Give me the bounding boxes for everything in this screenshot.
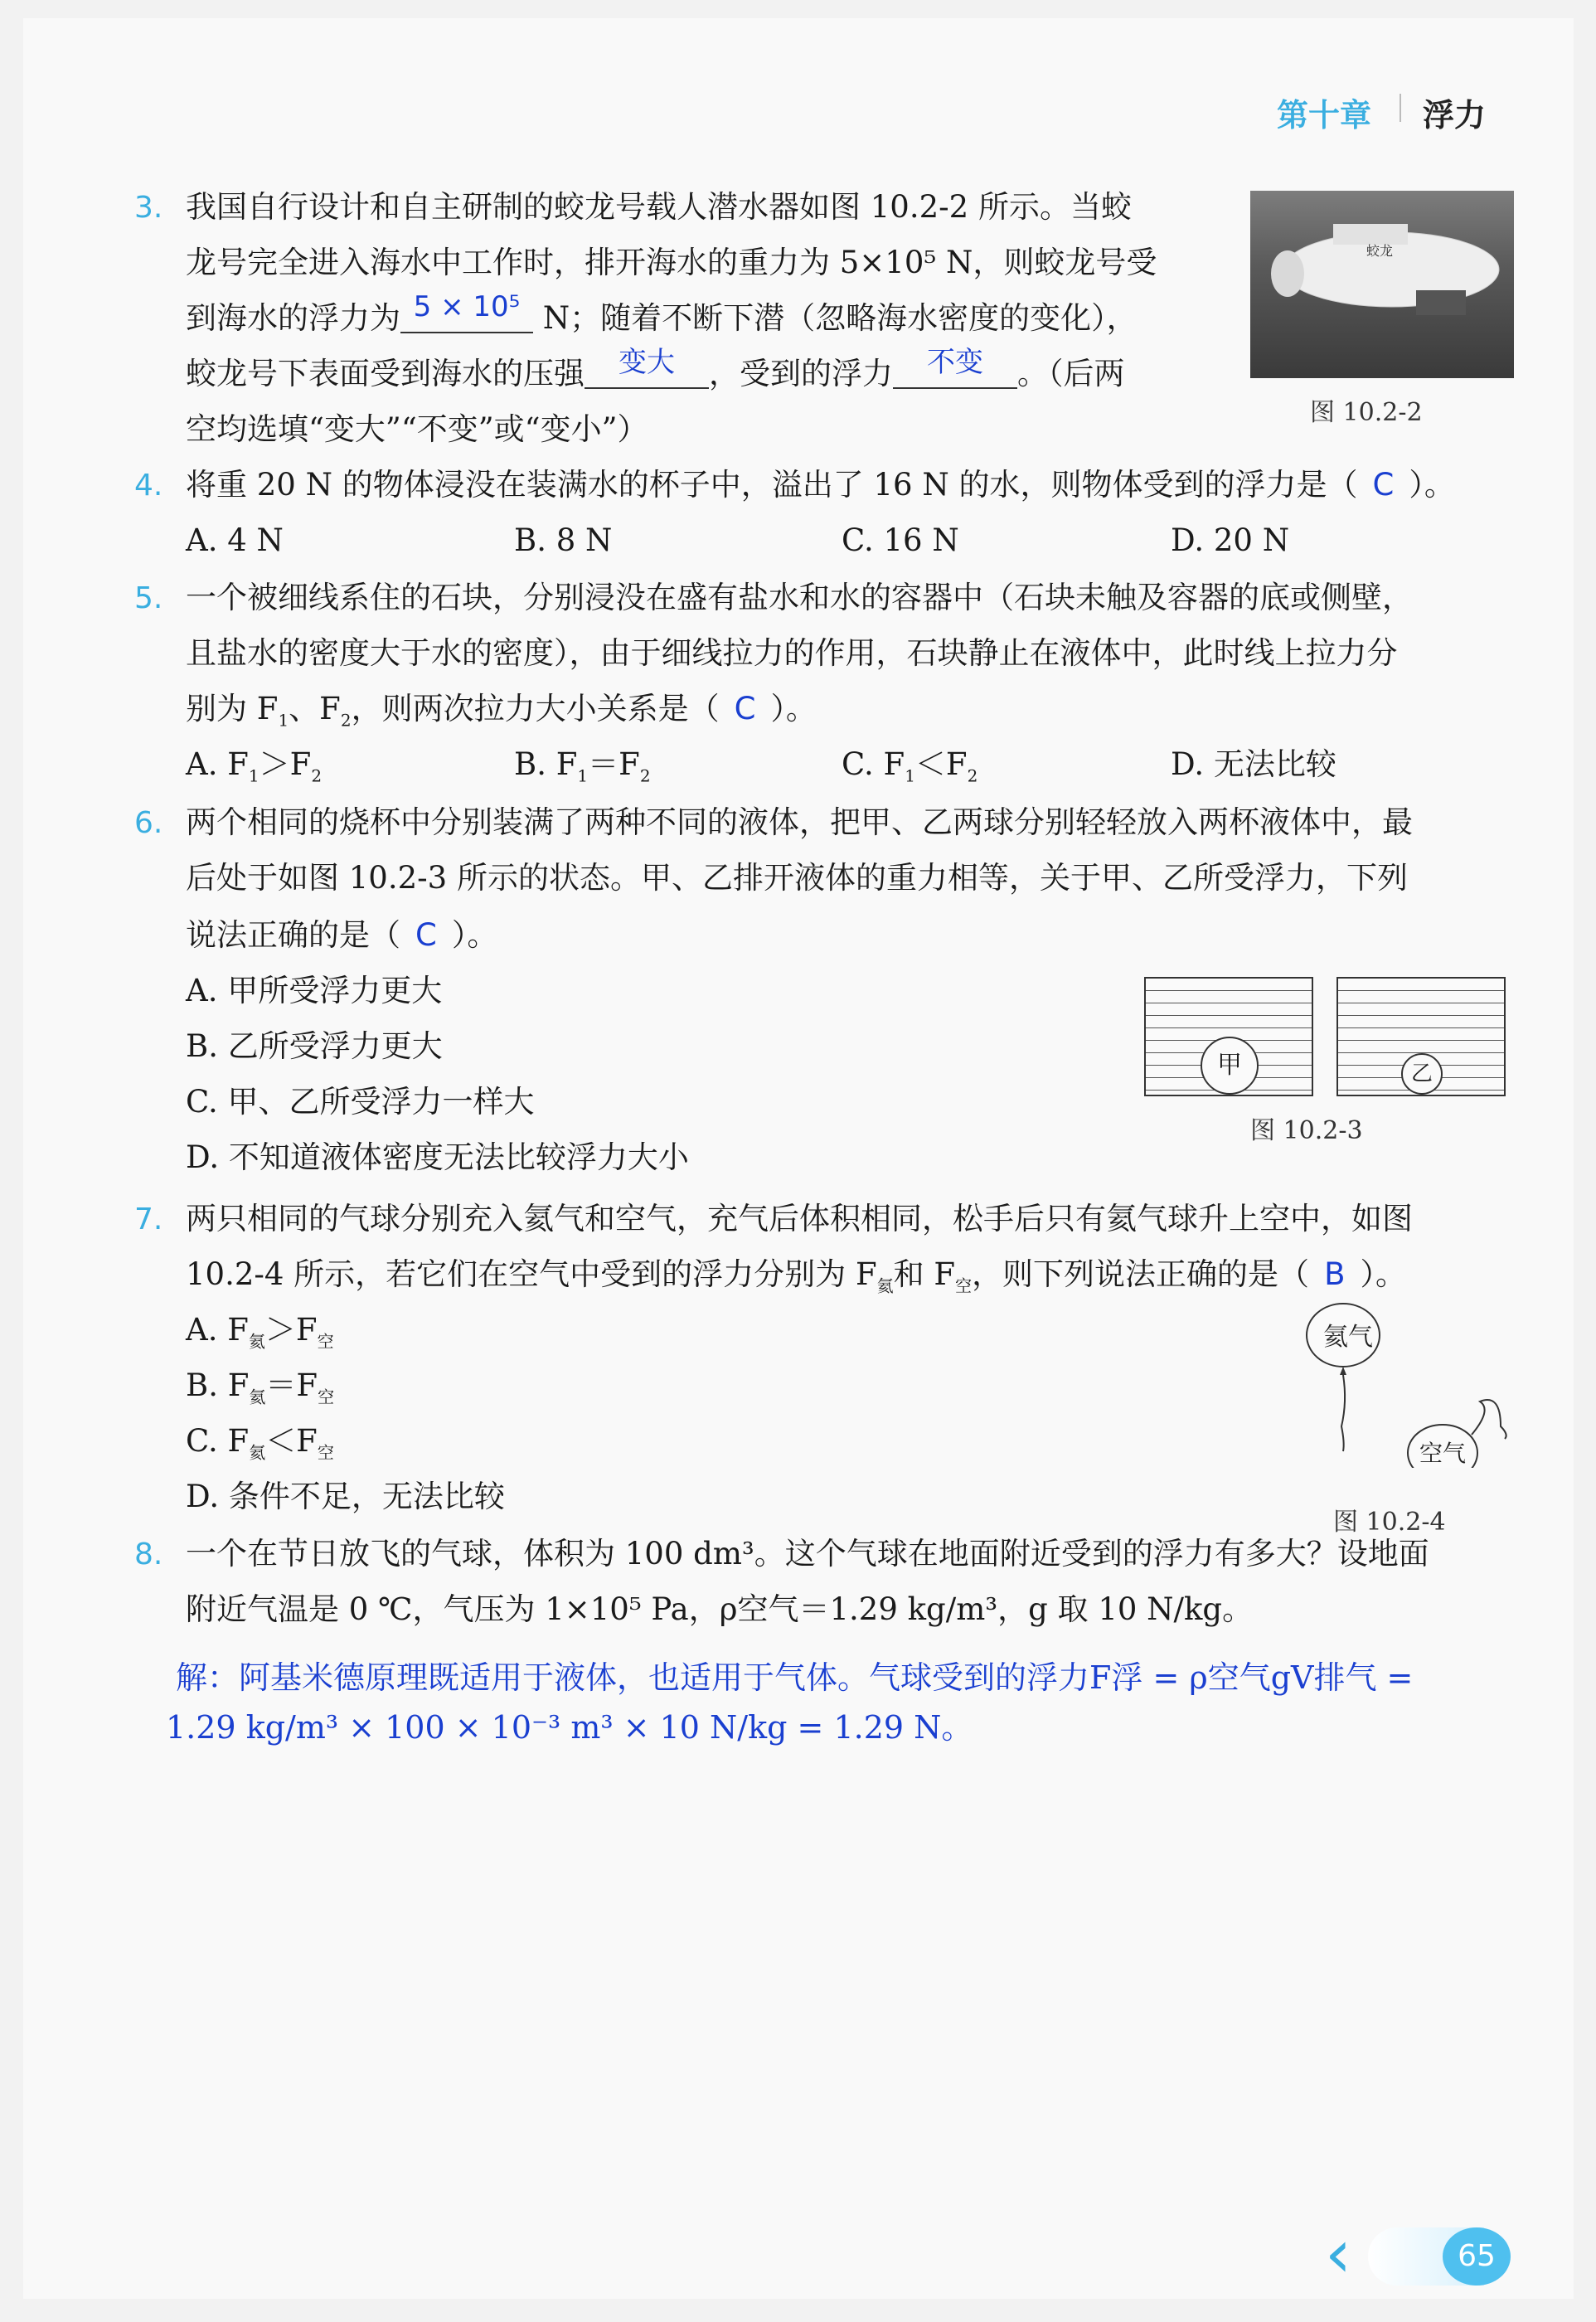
q7-option-c: C. $F_氦<F_空$	[186, 1423, 334, 1463]
q4-option-d: D. 20 N	[1171, 522, 1290, 558]
q6-option-d: D. 不知道液体密度无法比较浮力大小	[186, 1139, 689, 1175]
photo-label: 蛟龙	[1366, 243, 1394, 259]
q7-answer: B	[1324, 1256, 1346, 1292]
q5-line2: 且盐水的密度大于水的密度），由于细线拉力的作用，石块静止在液体中，此时线上拉力分	[186, 635, 1398, 671]
q3-line3: 到海水的浮力为 5 × 10⁵ N；随着不断下潜（忽略海水密度的变化），	[186, 290, 1138, 336]
q5-option-d: D. 无法比较	[1171, 746, 1336, 782]
q5-answer: C	[734, 691, 756, 726]
q3-line5: 空均选填“变大”“不变”或“变小”）	[186, 411, 648, 447]
q6-option-c: C. 甲、乙所受浮力一样大	[186, 1084, 535, 1120]
balloon-helium-label: 氦气	[1323, 1323, 1373, 1352]
balloon-air-label: 空气	[1419, 1440, 1467, 1467]
q8-solution-line1: 解：阿基米德原理既适用于液体，也适用于气体。气球受到的浮力F浮 = ρ空气gV排气 =	[176, 1659, 1414, 1696]
q8-line1: 一个在节日放飞的气球，体积为 100 dm³。这个气球在地面附近受到的浮力有多大？设地面	[186, 1536, 1429, 1571]
q6-answer: C	[415, 917, 437, 953]
ball-jia: 甲	[1201, 1037, 1259, 1095]
q8-number: 8.	[134, 1537, 163, 1571]
figure-caption-10-2-3: 图 10.2-3	[1250, 1116, 1363, 1145]
figure-caption-10-2-4: 图 10.2-4	[1333, 1508, 1446, 1537]
q4-number: 4.	[134, 469, 163, 503]
page-number: 65	[1443, 2227, 1511, 2286]
ball-yi: 乙	[1401, 1053, 1443, 1095]
q4-option-b: B. 8 N	[514, 522, 613, 558]
q4-stem: 将重 20 N 的物体浸没在装满水的杯子中，溢出了 16 N 的水，则物体受到的浮力是（ C ）。	[186, 467, 1455, 503]
q3-blank2: 变大	[585, 354, 709, 389]
q3-line4: 蛟龙号下表面受到海水的压强 变大 ，受到的浮力 不变 。（后两	[186, 346, 1125, 391]
figure-caption-10-2-2: 图 10.2-2	[1310, 398, 1423, 427]
section-title: 浮力	[1423, 97, 1487, 134]
q6-line3: 说法正确的是（ C ）。	[186, 917, 498, 953]
q7-number: 7.	[134, 1202, 163, 1236]
q7-option-a: A. $F_氦>F_空$	[186, 1312, 334, 1352]
q7-option-d: D. 条件不足，无法比较	[186, 1479, 505, 1514]
q6-line1: 两个相同的烧杯中分别装满了两种不同的液体，把甲、乙两球分别轻轻放入两杯液体中，最	[186, 804, 1413, 840]
q8-solution-line2: 1.29 kg/m³ × 100 × 10⁻³ m³ × 10 N/kg = 1.29 N。	[166, 1709, 973, 1746]
submersible-illustration	[1250, 191, 1514, 378]
header-divider	[1400, 94, 1401, 122]
chapter-title: 第十章	[1277, 97, 1372, 134]
balloons-illustration	[1302, 1302, 1517, 1468]
q5-option-b: B. $F_1=F_2$	[514, 746, 651, 786]
q7-option-b: B. $F_氦=F_空$	[186, 1367, 335, 1407]
submersible-photo	[1250, 191, 1514, 378]
q5-line1: 一个被细线系住的石块，分别浸没在盛有盐水和水的容器中（石块未触及容器的底或侧壁，	[186, 580, 1413, 615]
q4-option-a: A. 4 N	[186, 522, 284, 558]
chevron-left-icon: ‹	[1325, 2215, 1351, 2292]
q4-answer: C	[1372, 467, 1395, 503]
q4-option-c: C. 16 N	[842, 522, 959, 558]
q6-number: 6.	[134, 806, 163, 840]
q3-blank1: 5 × 10⁵	[400, 299, 533, 333]
q6-option-a: A. 甲所受浮力更大	[186, 973, 443, 1008]
q7-line2: 10.2-4 所示，若它们在空气中受到的浮力分别为 $F_氦$和 $F_空$，则下列说法正确的是（ B ）。	[186, 1256, 1406, 1296]
q8-line2: 附近气温是 0 ℃，气压为 1×10⁵ Pa，ρ空气＝1.29 kg/m³，g 取 10 N/kg。	[186, 1591, 1254, 1627]
q5-line3: 别为 $F_1$、$F_2$，则两次拉力大小关系是（ C ）。	[186, 691, 817, 731]
q6-line2: 后处于如图 10.2-3 所示的状态。甲、乙排开液体的重力相等，关于甲、乙所受浮力，下列	[186, 860, 1408, 896]
q6-option-b: B. 乙所受浮力更大	[186, 1028, 443, 1064]
q7-line1: 两只相同的气球分别充入氦气和空气，充气后体积相同，松手后只有氦气球升上空中，如图	[186, 1201, 1413, 1236]
q5-option-a: A. $F_1>F_2$	[186, 746, 323, 786]
q3-line1: 我国自行设计和自主研制的蛟龙号载人潜水器如图 10.2-2 所示。当蛟	[186, 189, 1132, 225]
q5-number: 5.	[134, 581, 163, 615]
q3-number: 3.	[134, 191, 163, 225]
q3-blank3: 不变	[893, 354, 1017, 389]
q3-line2: 龙号完全进入海水中工作时，排开海水的重力为 5×10⁵ N，则蛟龙号受	[186, 245, 1157, 280]
q5-option-c: C. $F_1<F_2$	[842, 746, 978, 786]
